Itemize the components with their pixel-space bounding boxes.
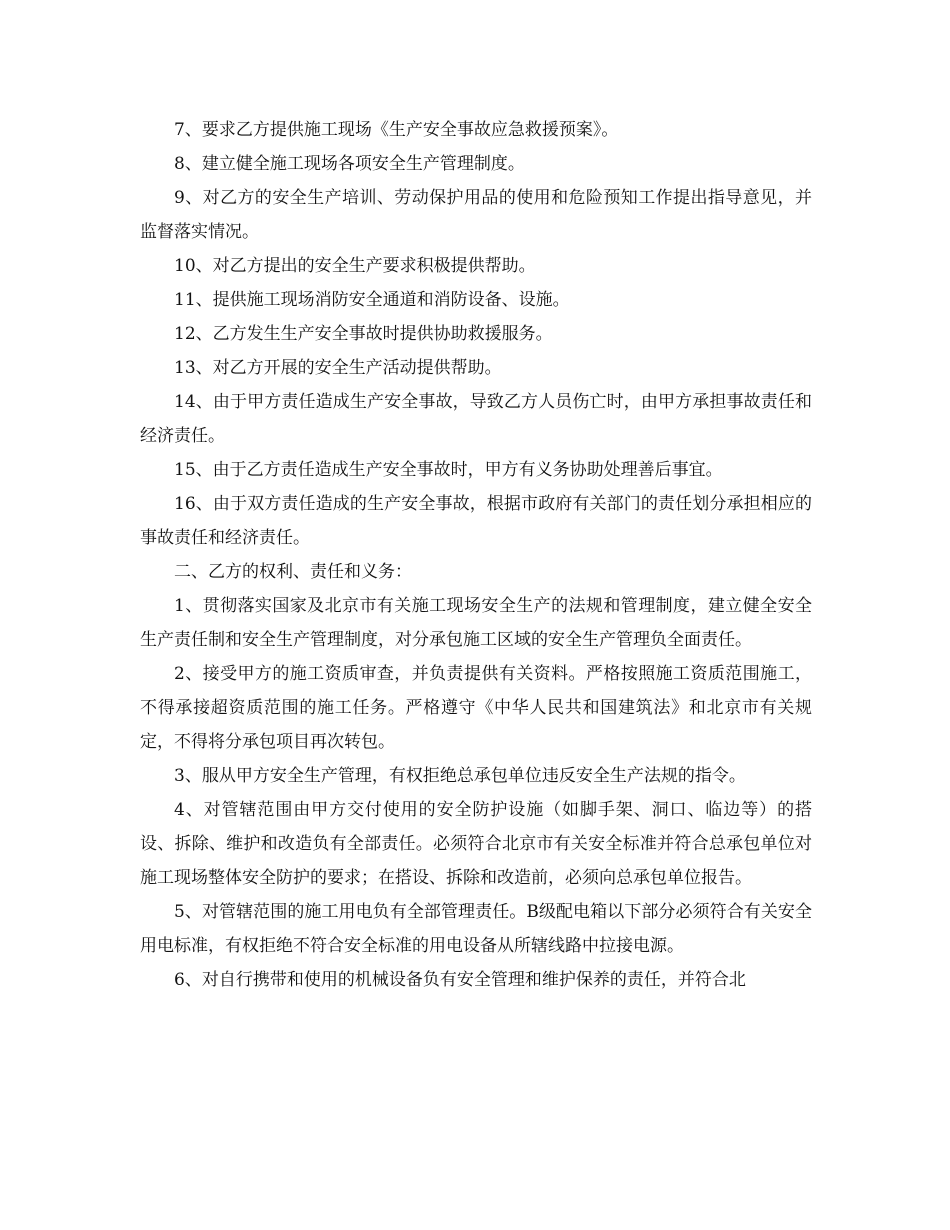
paragraph-16: 16、由于双方责任造成的生产安全事故，根据市政府有关部门的责任划分承担相应的事故责任和经济责任。 (140, 494, 812, 548)
party-b-item-2: 2、接受甲方的施工资质审查，并负责提供有关资料。严格按照施工资质范围施工，不得承接超资质范围的施工任务。严格遵守《中华人民共和国建筑法》和北京市有关规定，不得将分承包项目再次转包。 (140, 664, 812, 752)
paragraph-12: 12、乙方发生生产安全事故时提供协助救援服务。 (174, 324, 553, 344)
paragraph-11: 11、提供施工现场消防安全通道和消防设备、设施。 (174, 290, 570, 310)
paragraph-14: 14、由于甲方责任造成生产安全事故，导致乙方人员伤亡时，由甲方承担事故责任和经济责任。 (140, 392, 812, 446)
party-b-item-3: 3、服从甲方安全生产管理，有权拒绝总承包单位违反安全生产法规的指令。 (174, 766, 746, 786)
party-b-item-6: 6、对自行携带和使用的机械设备负有安全管理和维护保养的责任，并符合北 (174, 970, 746, 990)
party-b-item-4: 4、对管辖范围由甲方交付使用的安全防护设施（如脚手架、洞口、临边等）的搭设、拆除、维护和改造负有全部责任。必须符合北京市有关安全标准并符合总承包单位对施工现场整体安全防护的要求；在搭设、拆除和改造前，必须向总承包单位报告。 (140, 800, 812, 888)
party-b-item-5: 5、对管辖范围的施工用电负有全部管理责任。B级配电箱以下部分必须符合有关安全用电标准，有权拒绝不符合安全标准的用电设备从所辖线路中拉接电源。 (140, 902, 812, 956)
paragraph-10: 10、对乙方提出的安全生产要求积极提供帮助。 (174, 256, 536, 276)
paragraph-15: 15、由于乙方责任造成生产安全事故时，甲方有义务协助处理善后事宜。 (174, 460, 723, 480)
party-b-item-1: 1、贯彻落实国家及北京市有关施工现场安全生产的法规和管理制度，建立健全安全生产责任制和安全生产管理制度，对分承包施工区域的安全生产管理负全面责任。 (140, 596, 812, 650)
paragraph-7: 7、要求乙方提供施工现场《生产安全事故应急救援预案》。 (174, 120, 619, 140)
document-page (140, 113, 812, 997)
paragraph-8: 8、建立健全施工现场各项安全生产管理制度。 (174, 154, 525, 174)
paragraph-13: 13、对乙方开展的安全生产活动提供帮助。 (174, 358, 502, 378)
paragraph-9: 9、对乙方的安全生产培训、劳动保护用品的使用和危险预知工作提出指导意见，并监督落实情况。 (140, 188, 812, 242)
section-heading-party-b: 二、乙方的权利、责任和义务： (174, 562, 412, 582)
